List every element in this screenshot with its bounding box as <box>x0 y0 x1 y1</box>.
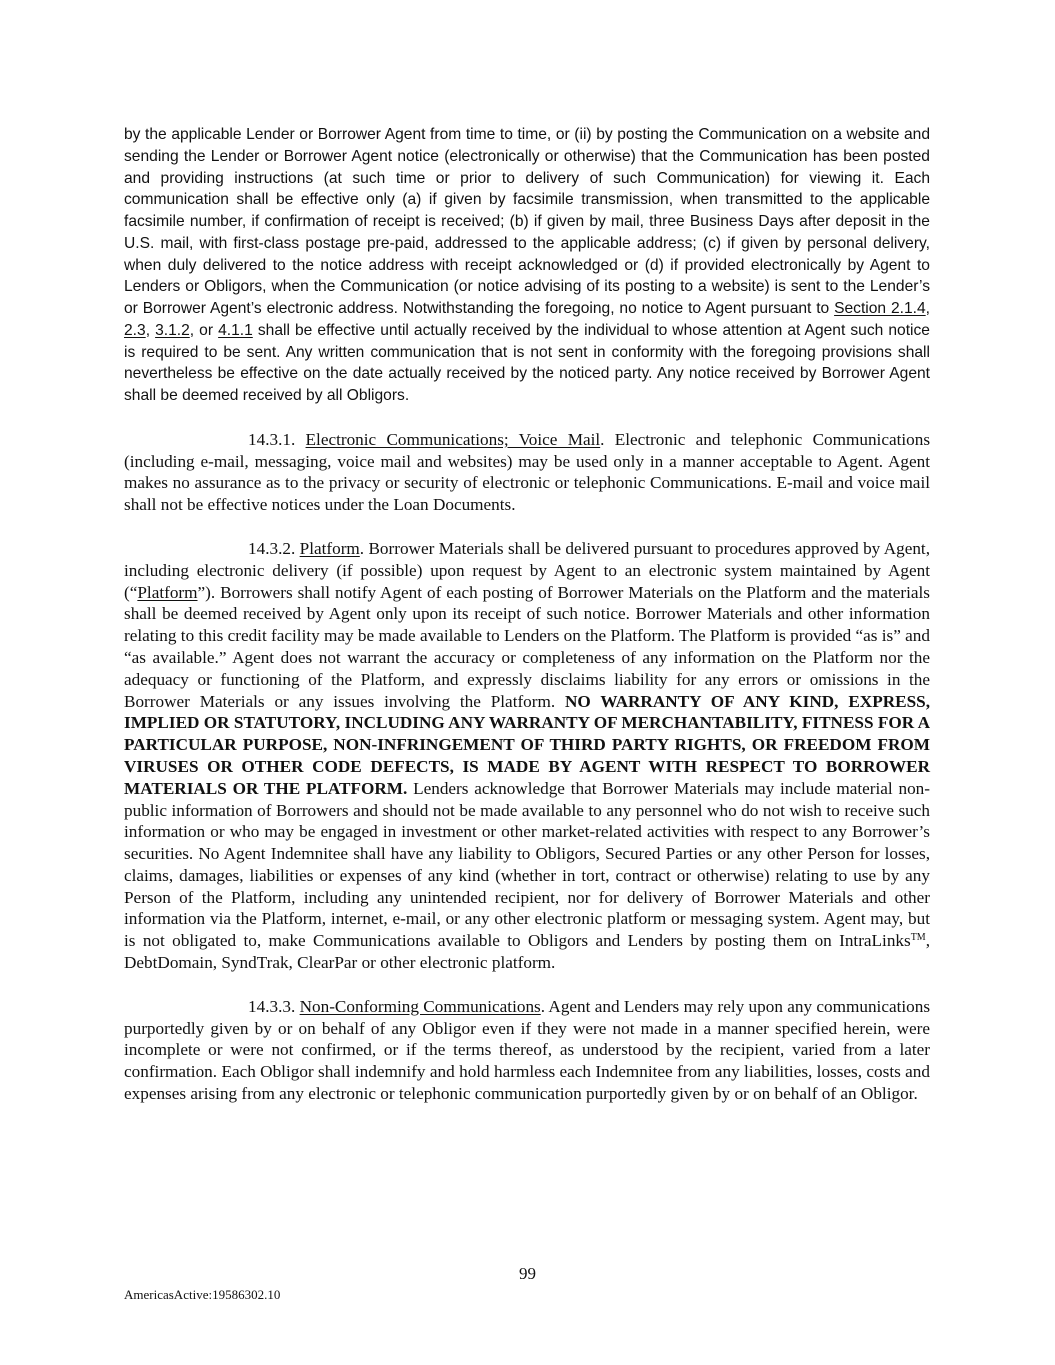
trademark-superscript: TM <box>910 932 926 944</box>
section-14-3-2 <box>124 538 930 974</box>
section-number: 14.3.2. <box>248 538 300 558</box>
section-body: . Agent and Lenders may rely upon any communications purportedly given by or on behalf of any Obligor even if they were not made in a manner specified herein, were incomplete or were not confirmed, or if the terms thereof, as understood by the recipient, varied from a later confirmation. Each Obligor shall indemnify and hold harmless each Indemnitee from any liabilities, losses, costs and expenses arising from any electronic or telephonic communication purportedly given by or on behalf of an Obligor. <box>124 996 931 1104</box>
section-heading: Non-Conforming Communications <box>299 996 541 1016</box>
section-14-3-3 <box>124 996 930 1105</box>
top-paragraph-text-1: by the applicable Lender or Borrower Agent from time to time, or (ii) by posting the Communication on a website and sending the Lender or Borrower Agent notice (electronically or otherwise) that the Communication has been posted and providing instructions (at such time or prior to delivery of such Communication) for viewing it. Each communication shall be effective only (a) if given by facsimile transmission, when transmitted to the applicable facsimile number, if confirmation of receipt is received; (b) if given by mail, three Business Days after deposit in the U.S. mail, with first-class postage pre-paid, addressed to the applicable address; (c) if given by personal delivery, when duly delivered to the notice address with receipt acknowledged or (d) if provided electronically by Agent to Lenders or Obligors, when the Communication (or notice advising of its posting to a website) is sent to the Lender’s or Borrower Agent’s electronic address. Notwithstanding the foregoing, no notice to Agent pursuant to <box>124 126 930 317</box>
section-body-3: Lenders acknowledge that Borrower Materials may include material non-public information of Borrowers and should not be made available to any personnel who do not wish to receive such information or who may be engaged in investment or other market-related activities with respect to any Borrower’s securities. No Agent Indemnitee shall have any liability to Obligors, Secured Parties or any other Person for losses, claims, damages, liabilities or expenses of any kind (whether in tort, contract or otherwise) relating to use by any Person of the Platform, including any unintended recipient, nor for delivery of Borrower Materials and other information via the Platform, internet, e-mail, or any other electronic platform or messaging system. Agent may, but is not obligated to, make Communications available to Obligors and Lenders by posting them on IntraLinks <box>124 778 930 951</box>
section-ref-2-3: 2.3 <box>124 321 146 339</box>
warranty-disclaimer: NO WARRANTY OF ANY KIND, EXPRESS, IMPLIED OR STATUTORY, INCLUDING ANY WARRANTY OF MERCHANTABILITY, FITNESS FOR A PARTICULAR PURPOSE, NON-INFRINGEMENT OF THIRD PARTY RIGHTS, OR FREEDOM FROM VIRUSES OR OTHER CODE DEFECTS, IS MADE BY AGENT WITH RESPECT TO BORROWER MATERIALS OR THE PLATFORM. <box>124 691 930 798</box>
section-body-1: . Borrower Materials shall be delivered pursuant to procedures approved by Agent, including electronic delivery (if possible) upon request by Agent to an electronic system maintained by Agent (“ <box>124 538 931 602</box>
section-14-3-1 <box>124 429 930 516</box>
separator: , <box>925 300 930 317</box>
defined-term-platform: Platform <box>137 582 198 602</box>
section-body-4: , DebtDomain, SyndTrak, ClearPar or other electronic platform. <box>124 931 930 973</box>
top-paragraph <box>124 124 930 407</box>
section-body: . Electronic and telephonic Communications (including e-mail, messaging, voice mail and websites) may be used only in a manner acceptable to Agent. Agent makes no assurance as to the privacy or security of electronic or telephonic Communications. E-mail and voice mail shall not be effective notices under the Loan Documents. <box>124 429 931 515</box>
section-ref-4-1-1: 4.1.1 <box>218 321 253 339</box>
page-number: 99 <box>519 1264 536 1283</box>
document-id: AmericasActive:19586302.10 <box>124 1287 281 1302</box>
top-paragraph-text-2: shall be effective until actually received by the individual to whose attention at Agent such notice is required to be sent. Any written communication that is not sent in conformity with the foregoing provisions shall nevertheless be effective on the date actually received by the noticed party. Any notice received by Borrower Agent shall be deemed received by all Obligors. <box>124 321 930 404</box>
separator: , or <box>189 321 219 339</box>
section-heading: Platform <box>299 538 360 558</box>
section-number: 14.3.3. <box>248 996 300 1016</box>
section-ref-3-1-2: 3.1.2 <box>155 321 190 339</box>
section-heading: Electronic Communications; Voice Mail <box>305 429 601 449</box>
section-body-2: ”). Borrowers shall notify Agent of each posting of Borrower Materials on the Platform and the materials shall be deemed received by Agent only upon its receipt of such notice. Borrower Materials and other information relating to this credit facility may be made available to Lenders on the Platform. The Platform is provided “as is” and “as available.” Agent does not warrant the accuracy or completeness of any information on the Platform nor the adequacy or functioning of the Platform, and expressly disclaims liability for any errors or omissions in the Borrower Materials or any issues involving the Platform. <box>124 582 930 711</box>
separator: , <box>145 321 156 339</box>
document-page <box>124 124 930 1105</box>
section-ref-2-1-4: Section 2.1.4 <box>834 300 926 317</box>
section-number: 14.3.1. <box>248 429 306 449</box>
